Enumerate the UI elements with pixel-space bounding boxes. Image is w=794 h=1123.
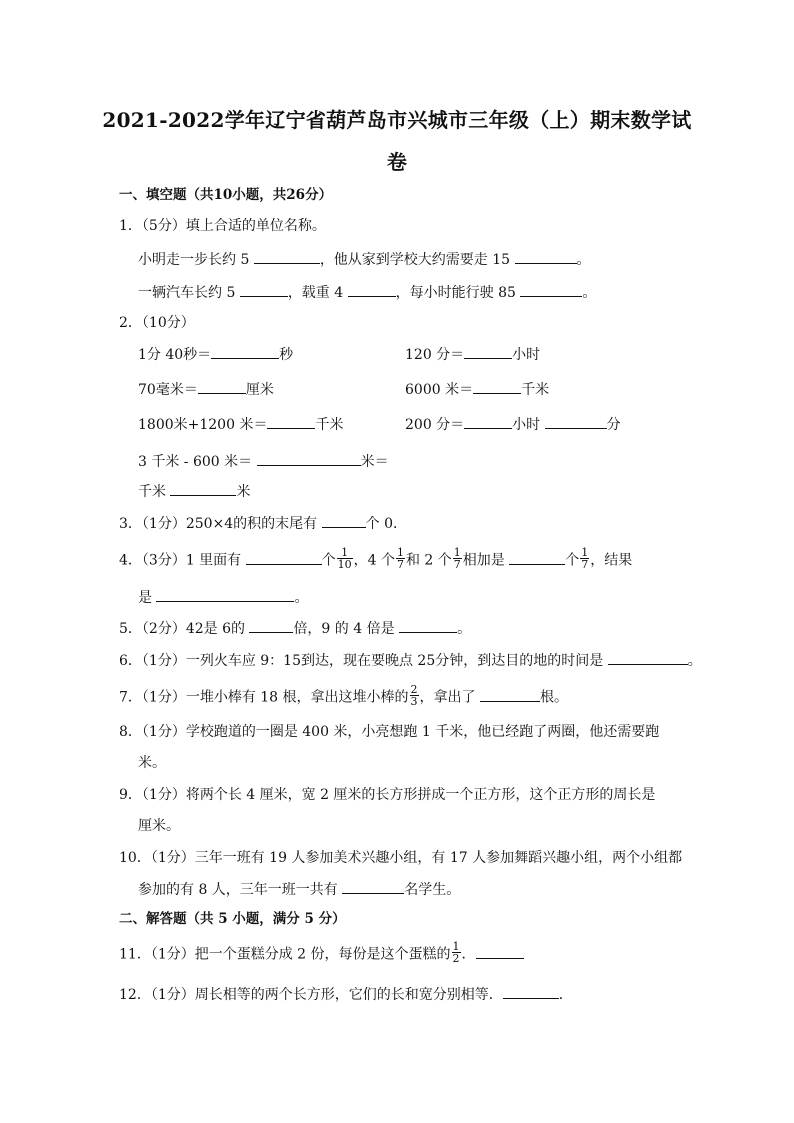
q4-text: ，4 个 [353, 552, 395, 569]
q12-text: 12．（1分）周长相等的两个长方形，它们的长和宽分别相等． [119, 987, 503, 1003]
answer-blank[interactable] [464, 414, 512, 429]
q2-row-3-right [405, 414, 621, 435]
answer-blank[interactable] [267, 414, 315, 429]
q2-unit: 千米 [521, 382, 550, 398]
q2-text: 6000 米＝ [405, 382, 474, 398]
q4-text: 相加是 [462, 552, 510, 569]
fraction [337, 547, 353, 570]
q3-text: 3．（1分）250×4的积的末尾有 [119, 516, 322, 532]
question-4-line-2 [138, 587, 308, 608]
q2-text: 1分 40秒＝ [138, 347, 212, 363]
q4-text: 。 [294, 590, 309, 606]
question-8-line-1: 8．（1分）学校跑道的一圈是 400 米，小亮想跑 1 千米，他已经跑了两圈，他还需要跑 [119, 724, 660, 740]
q2-text: 70毫米＝ [138, 382, 198, 398]
question-8-line-2: 米。 [138, 755, 166, 771]
q2-row-1-left [138, 344, 293, 365]
q2-row-2-right [405, 379, 549, 400]
q2-unit: 秒 [279, 347, 294, 363]
answer-blank[interactable] [464, 344, 512, 359]
fraction [453, 547, 462, 570]
question-1-line-1 [138, 249, 591, 270]
q2-unit: 千米 [315, 417, 344, 433]
question-1-heading: 1．（5分）填上合适的单位名称。 [119, 218, 326, 234]
q5-text: 倍，9 的 4 倍是 [293, 621, 400, 637]
q7-text: 根。 [539, 689, 568, 706]
q1-text-g: 。 [582, 285, 597, 301]
q6-text: 。 [687, 653, 702, 669]
answer-blank[interactable] [480, 687, 540, 702]
fraction [452, 941, 461, 964]
q7-text: ，拿出了 [419, 689, 480, 706]
question-2-heading: 2．（10分） [119, 315, 195, 331]
q10-text: 名学生。 [404, 882, 461, 898]
q1-text-a: 小明走一步长约 5 [138, 252, 254, 268]
q1-text-f: ，每小时能行驶 85 [395, 285, 521, 301]
answer-blank[interactable] [254, 249, 320, 264]
page-title: 2021-2022学年辽宁省葫芦岛市兴城市三年级（上）期末数学试 [102, 108, 692, 132]
answer-blank[interactable] [211, 344, 279, 359]
answer-blank[interactable] [348, 282, 396, 297]
question-4-line-1 [119, 546, 633, 572]
answer-blank[interactable] [257, 451, 361, 466]
fraction-denominator: 7 [396, 558, 404, 571]
fraction-numerator: 1 [337, 547, 353, 559]
fraction-denominator: 7 [581, 558, 589, 571]
q12-text: ． [558, 987, 573, 1003]
answer-blank[interactable] [322, 513, 366, 528]
q4-text: 个 [321, 552, 336, 569]
fraction-denominator: 3 [410, 695, 418, 708]
answer-blank[interactable] [156, 587, 294, 602]
q2-text: 1800米+1200 米＝ [138, 417, 268, 433]
q2-row-1-right [405, 344, 540, 365]
fraction-denominator: 2 [452, 952, 460, 965]
q1-text-b: ，他从家到学校大约需要走 15 [319, 252, 515, 268]
q2-text: 200 分＝ [405, 417, 465, 433]
q2-unit: 分 [606, 417, 621, 433]
question-6 [119, 650, 702, 671]
answer-blank[interactable] [545, 414, 607, 429]
question-11 [119, 940, 524, 966]
question-9-line-2: 厘米。 [138, 818, 180, 834]
q6-text: 6．（1分）一列火车应 9：15到达，现在要晚点 25分钟，到达目的地的时间是 [119, 653, 608, 669]
q5-text: 5．（2分）42是 6的 [119, 621, 250, 637]
q1-text-e: ，载重 4 [287, 285, 348, 301]
answer-blank[interactable] [342, 879, 404, 894]
q4-text: 是 [138, 590, 157, 606]
q2-unit: 小时 [512, 347, 541, 363]
section-header-solve: 二、解答题（共 5 小题，满分 5 分） [119, 911, 346, 927]
q5-text: 。 [457, 621, 472, 637]
q3-text: 个 0． [365, 516, 407, 532]
question-1-line-2 [138, 282, 596, 303]
question-3 [119, 513, 407, 534]
q2-row-4 [138, 451, 389, 472]
answer-blank[interactable] [198, 379, 246, 394]
answer-blank[interactable] [503, 984, 559, 999]
fraction [396, 547, 405, 570]
q11-text: 11．（1分）把一个蛋糕分成 2 份，每份是这个蛋糕的 [119, 946, 451, 963]
answer-blank[interactable] [249, 618, 293, 633]
question-5 [119, 618, 471, 639]
answer-blank[interactable] [520, 282, 582, 297]
q4-text: 和 2 个 [405, 552, 452, 569]
q2-row-3-left [138, 414, 343, 435]
q4-text: ，结果 [590, 552, 633, 569]
answer-blank[interactable] [515, 249, 577, 264]
answer-blank[interactable] [170, 481, 236, 496]
answer-blank[interactable] [240, 282, 288, 297]
fraction-denominator: 7 [453, 558, 461, 571]
q2-unit: 千米 [138, 484, 171, 500]
q1-text-d: 一辆汽车长约 5 [138, 285, 240, 301]
q2-row-2-left [138, 379, 274, 400]
question-10-line-2 [138, 879, 460, 900]
q7-text: 7．（1分）一堆小棒有 18 根，拿出这堆小棒的 [119, 689, 409, 706]
fraction [410, 684, 419, 707]
q2-row-5 [138, 481, 250, 502]
fraction-numerator: 1 [453, 546, 461, 559]
q4-text: 个 [565, 552, 580, 569]
fraction [580, 547, 589, 570]
q2-text: 120 分＝ [405, 347, 465, 363]
answer-blank[interactable] [476, 944, 524, 959]
answer-blank[interactable] [246, 550, 322, 565]
q1-text-c: 。 [576, 252, 591, 268]
q2-unit: 小时 [512, 417, 545, 433]
answer-blank[interactable] [608, 650, 688, 665]
fraction-numerator: 1 [396, 546, 404, 559]
fraction-numerator: 2 [410, 683, 418, 696]
q10-text: 参加的有 8 人，三年一班一共有 [138, 882, 343, 898]
question-7 [119, 683, 568, 709]
answer-blank[interactable] [399, 618, 457, 633]
q2-unit: 米＝ [360, 454, 389, 470]
section-header-fill-in: 一、填空题（共10小题，共26分） [119, 187, 333, 203]
q2-unit: 米 [236, 484, 251, 500]
question-10-line-1: 10．（1分）三年一班有 19 人参加美术兴趣小组，有 17 人参加舞蹈兴趣小组，两个小组都 [119, 850, 683, 866]
fraction-denominator: 10 [337, 558, 352, 571]
q11-text: ． [461, 946, 476, 963]
answer-blank[interactable] [509, 550, 565, 565]
answer-blank[interactable] [473, 379, 521, 394]
question-12 [119, 984, 573, 1005]
fraction-numerator: 1 [452, 940, 460, 953]
q2-text: 3 千米 - 600 米＝ [138, 454, 257, 470]
q4-text: 4．（3分）1 里面有 [119, 552, 246, 569]
page-title-continued: 卷 [386, 150, 408, 174]
q2-unit: 厘米 [245, 382, 274, 398]
question-9-line-1: 9．（1分）将两个长 4 厘米，宽 2 厘米的长方形拼成一个正方形，这个正方形的周长是 [119, 787, 656, 803]
fraction-numerator: 1 [581, 546, 589, 559]
